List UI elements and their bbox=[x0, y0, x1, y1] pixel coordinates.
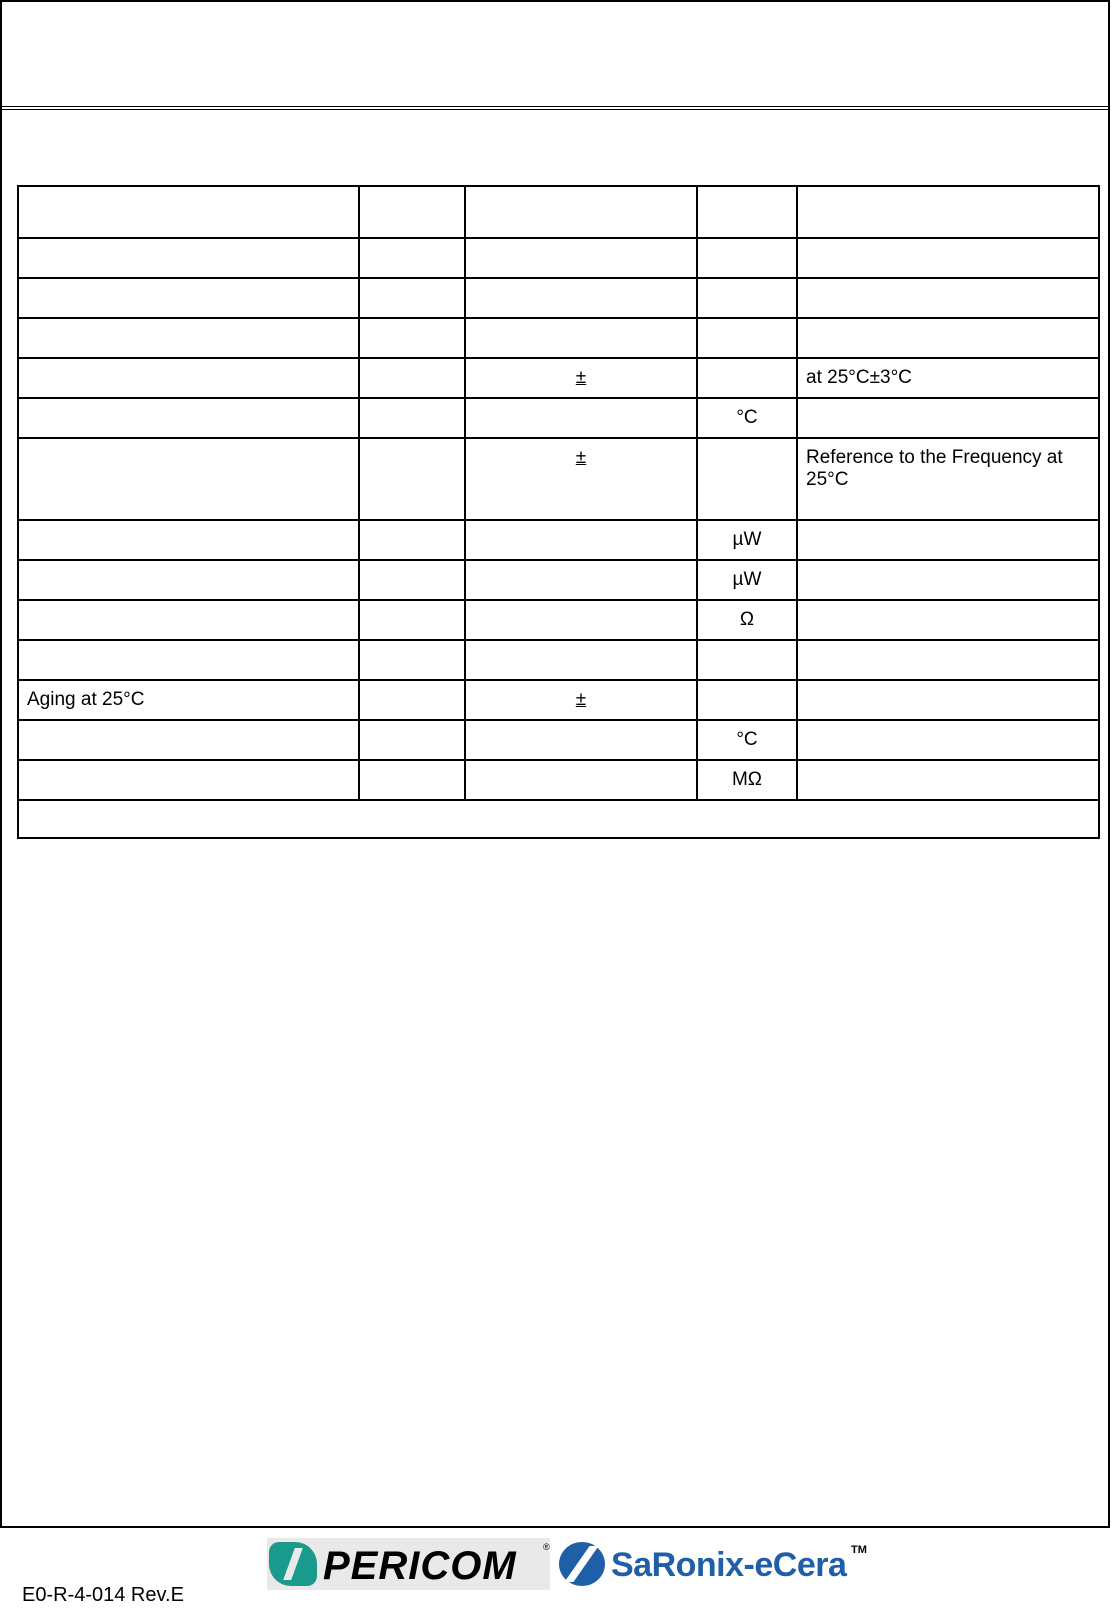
remark-cell bbox=[797, 720, 1099, 760]
unit-cell bbox=[697, 278, 797, 318]
remark-cell bbox=[797, 520, 1099, 560]
value-cell bbox=[465, 640, 697, 680]
value-cell bbox=[465, 520, 697, 560]
remark-cell bbox=[797, 278, 1099, 318]
remark-cell bbox=[797, 760, 1099, 800]
value-cell: ± bbox=[465, 358, 697, 398]
table-row bbox=[18, 398, 1099, 438]
remark-cell: Reference to the Frequency at 25°C bbox=[797, 438, 1099, 520]
remark-cell bbox=[797, 398, 1099, 438]
symbol-cell bbox=[359, 600, 465, 640]
value-cell bbox=[465, 398, 697, 438]
symbol-cell bbox=[359, 680, 465, 720]
remark-cell: at 25°C±3°C bbox=[797, 358, 1099, 398]
unit-cell: µW bbox=[697, 560, 797, 600]
value-cell bbox=[465, 278, 697, 318]
parameter-cell bbox=[18, 600, 359, 640]
spec-table bbox=[17, 185, 1100, 839]
table-row bbox=[18, 680, 1099, 720]
unit-cell: µW bbox=[697, 520, 797, 560]
value-cell bbox=[465, 238, 697, 278]
parameter-cell: Aging at 25°C bbox=[18, 680, 359, 720]
pericom-wordmark: PERICOM bbox=[323, 1544, 517, 1588]
symbol-cell bbox=[359, 520, 465, 560]
header-cell bbox=[359, 186, 465, 238]
unit-cell: °C bbox=[697, 398, 797, 438]
parameter-cell bbox=[18, 238, 359, 278]
unit-cell: °C bbox=[697, 720, 797, 760]
parameter-cell bbox=[18, 520, 359, 560]
pericom-mark-icon bbox=[269, 1542, 317, 1586]
symbol-cell bbox=[359, 238, 465, 278]
header-cell bbox=[797, 186, 1099, 238]
parameter-cell bbox=[18, 560, 359, 600]
value-cell bbox=[465, 760, 697, 800]
table-row bbox=[18, 600, 1099, 640]
symbol-cell bbox=[359, 278, 465, 318]
parameter-cell bbox=[18, 358, 359, 398]
unit-cell: Ω bbox=[697, 600, 797, 640]
remark-cell bbox=[797, 680, 1099, 720]
pericom-logo bbox=[267, 1538, 550, 1590]
remark-cell bbox=[797, 238, 1099, 278]
table-row bbox=[18, 560, 1099, 600]
parameter-cell bbox=[18, 720, 359, 760]
unit-cell bbox=[697, 318, 797, 358]
value-cell bbox=[465, 560, 697, 600]
header-cell bbox=[465, 186, 697, 238]
table-row bbox=[18, 720, 1099, 760]
saronix-wordmark: SaRonix-eCera bbox=[611, 1546, 847, 1584]
table-row bbox=[18, 760, 1099, 800]
symbol-cell bbox=[359, 358, 465, 398]
value-cell bbox=[465, 600, 697, 640]
table-row bbox=[18, 238, 1099, 278]
symbol-cell bbox=[359, 318, 465, 358]
parameter-cell bbox=[18, 318, 359, 358]
saronix-mark-icon bbox=[559, 1542, 605, 1586]
table-footer-cell bbox=[18, 800, 1099, 838]
unit-cell bbox=[697, 358, 797, 398]
footer-logos bbox=[267, 1538, 867, 1590]
symbol-cell bbox=[359, 560, 465, 600]
pericom-registered-mark: ® bbox=[543, 1542, 550, 1552]
table-row bbox=[18, 318, 1099, 358]
table-row bbox=[18, 520, 1099, 560]
header-cell bbox=[697, 186, 797, 238]
unit-cell bbox=[697, 680, 797, 720]
remark-cell bbox=[797, 318, 1099, 358]
table-row bbox=[18, 640, 1099, 680]
value-cell: ± bbox=[465, 680, 697, 720]
remark-cell bbox=[797, 640, 1099, 680]
symbol-cell bbox=[359, 438, 465, 520]
symbol-cell bbox=[359, 720, 465, 760]
table-row bbox=[18, 438, 1099, 520]
value-cell bbox=[465, 318, 697, 358]
symbol-cell bbox=[359, 760, 465, 800]
value-cell: ± bbox=[465, 438, 697, 520]
symbol-cell bbox=[359, 398, 465, 438]
parameter-cell bbox=[18, 398, 359, 438]
remark-cell bbox=[797, 600, 1099, 640]
saronix-logo bbox=[559, 1538, 867, 1590]
value-cell bbox=[465, 720, 697, 760]
parameter-cell bbox=[18, 278, 359, 318]
header-cell bbox=[18, 186, 359, 238]
remark-cell bbox=[797, 560, 1099, 600]
symbol-cell bbox=[359, 640, 465, 680]
parameter-cell bbox=[18, 438, 359, 520]
parameter-cell bbox=[18, 760, 359, 800]
unit-cell bbox=[697, 438, 797, 520]
unit-cell: MΩ bbox=[697, 760, 797, 800]
table-row bbox=[18, 358, 1099, 398]
table-footer-row bbox=[18, 800, 1099, 838]
table-row bbox=[18, 278, 1099, 318]
header-band bbox=[2, 2, 1108, 110]
unit-cell bbox=[697, 238, 797, 278]
saronix-trademark: TM bbox=[851, 1544, 867, 1556]
parameter-cell bbox=[18, 640, 359, 680]
document-code: E0-R-4-014 Rev.E bbox=[22, 1584, 184, 1606]
table-header-row bbox=[18, 186, 1099, 238]
unit-cell bbox=[697, 640, 797, 680]
